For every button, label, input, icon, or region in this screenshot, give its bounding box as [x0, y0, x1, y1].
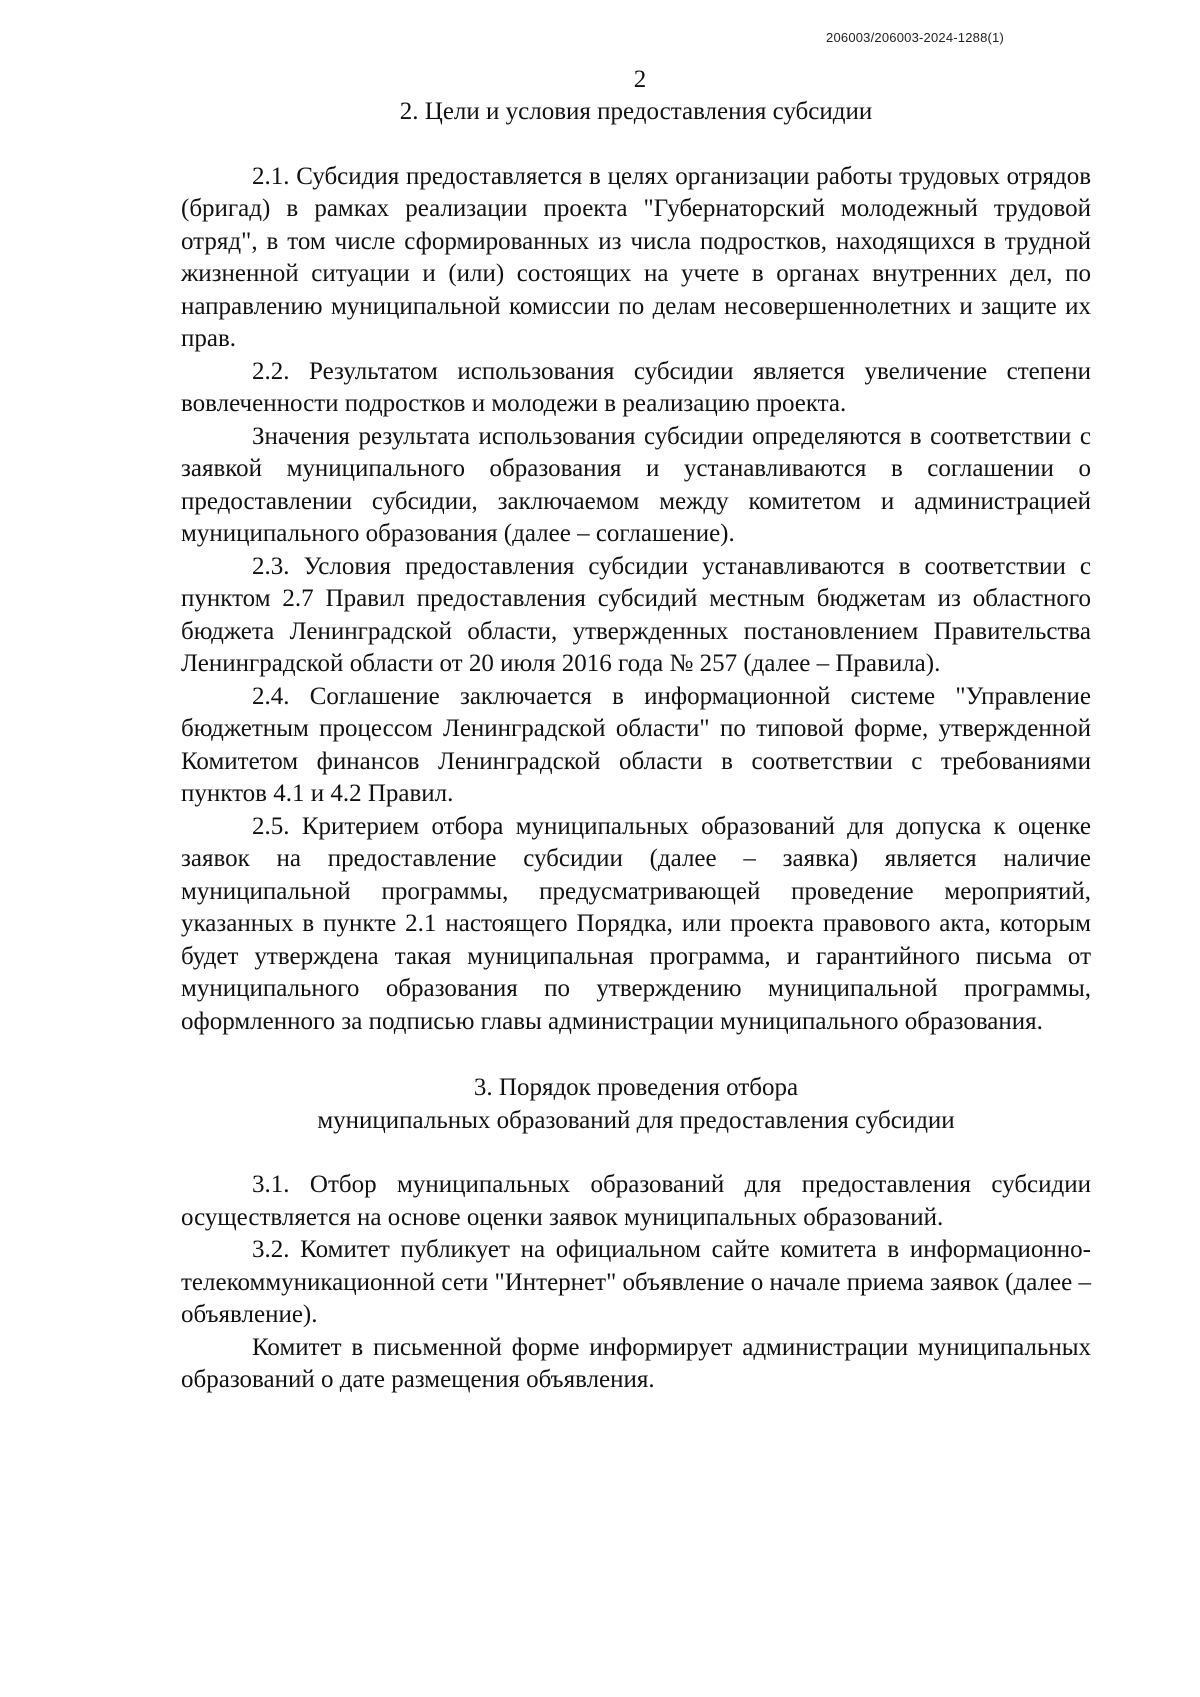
document-id: 206003/206003-2024-1288(1) [826, 30, 1004, 45]
section-3-title [181, 1072, 1091, 1137]
paragraph-2-2: 2.2. Результатом использования субсидии является увеличение степени вовлеченности подростков и молодежи в реализацию проекта. [181, 357, 1091, 417]
paragraph-3-2-inform: Комитет в письменной форме информирует администрации муниципальных образований о дате размещения объявления. [181, 1333, 1091, 1393]
paragraph-2-5: 2.5. Критерием отбора муниципальных образований для допуска к оценке заявок на предоставление субсидии (далее – заявка) является наличие муниципальной программы, предусматривающей проведение мероприятий, указанных в пункте 2.1 настоящего Порядка, или проекта правового акта, которым будет утверждена такая муниципальная программа, и гарантийного письма от муниципального образования по утверждению муниципальной программы, оформленного за подписью главы администрации муниципального образования. [181, 812, 1091, 1035]
section-3-title-line-2: муниципальных образований для предоставления субсидии [317, 1106, 955, 1134]
section-3-title-line-1: 3. Порядок проведения отбора [473, 1074, 799, 1101]
paragraph-3-1: 3.1. Отбор муниципальных образований для предоставления субсидии осуществляется на основе оценки заявок муниципальных образований. [181, 1171, 1091, 1231]
section-2-title: 2. Цели и условия предоставления субсидии [399, 98, 873, 125]
document-body [181, 96, 1091, 1397]
paragraph-2-1: 2.1. Субсидия предоставляется в целях организации работы трудовых отрядов (бригад) в рамках реализации проекта "Губернаторский молодежный трудовой отряд", в том числе сформированных из числа подростков, находящихся в трудной жизненной ситуации и (или) состоящих на учете в органах внутренних дел, по направлению муниципальной комиссии по делам несовершеннолетних и защите их прав. [181, 162, 1091, 352]
paragraph-2-3: 2.3. Условия предоставления субсидии устанавливаются в соответствии с пунктом 2.7 Правил предоставления субсидий местным бюджетам из областного бюджета Ленинградской области, утвержденных постановлением Правительства Ленинградской области от 20 июля 2016 года № 257 (далее – Правила). [181, 552, 1091, 677]
paragraph-2-4: 2.4. Соглашение заключается в информационной системе "Управление бюджетным процессом Ленинградской области" по типовой форме, утвержденной Комитетом финансов Ленинградской области в соответствии с требованиями пунктов 4.1 и 4.2 Правил. [181, 682, 1091, 807]
paragraph-2-2-values: Значения результата использования субсидии определяются в соответствии с заявкой муниципального образования и устанавливаются в соглашении о предоставлении субсидии, заключаемом между комитетом и администрацией муниципального образования (далее – соглашение). [181, 422, 1091, 547]
paragraph-3-2: 3.2. Комитет публикует на официальном сайте комитета в информационно-телекоммуникационной сети "Интернет" объявление о начале приема заявок (далее – объявление). [181, 1236, 1091, 1328]
page-number: 2 [633, 66, 647, 93]
